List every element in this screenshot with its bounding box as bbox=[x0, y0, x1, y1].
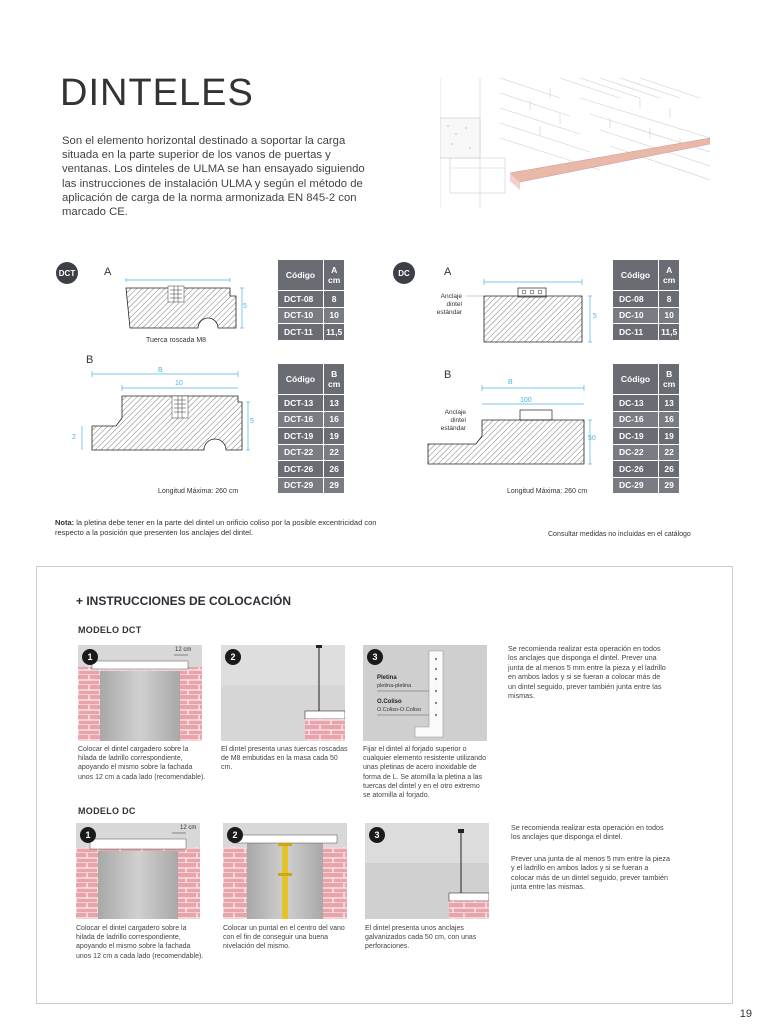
dc-label-a: A bbox=[444, 266, 452, 278]
step-number: 2 bbox=[225, 649, 241, 665]
dct-table-b bbox=[277, 363, 345, 494]
dct-step-1-image bbox=[78, 645, 202, 741]
dct-b-height-label: 5 bbox=[250, 418, 254, 425]
dc-step1-dim: 12 cm bbox=[180, 825, 197, 831]
table-row: DCT-10 10 bbox=[278, 307, 345, 324]
dct-step-2-caption: El dintel presenta unas tuercas roscadas de M8 embutidas en la masa cada 50 cm. bbox=[221, 746, 348, 772]
dc-step-2-caption: Colocar un puntal en el centro del vano con el fin de conseguir una buena nivelación del mismo. bbox=[223, 925, 345, 951]
dct-b-10-label: 10 bbox=[175, 380, 183, 387]
consult-note: Consultar medidas no incluidas en el catálogo bbox=[548, 531, 691, 538]
table-row: DC-10 10 bbox=[613, 307, 680, 324]
table-row: DC-26 26 bbox=[613, 461, 680, 478]
table-header-b: B cm bbox=[324, 364, 345, 395]
table-header-code: Código bbox=[278, 260, 324, 291]
dc-side-note-2: Prever una junta de al menos 5 mm entre la pieza y el ladrillo en ambos lados y si se fueran a colocar más de un dintel seguido, prever también junta entre las mismas. bbox=[511, 854, 671, 892]
note: Nota: la pletina debe tener en la parte del dintel un orificio coliso por la posible excentricidad con respecto a la posición que presenten los anclajes del dintel. bbox=[55, 518, 377, 537]
table-row: DCT-13 13 bbox=[278, 395, 345, 412]
dct-step-3-image bbox=[363, 645, 487, 741]
step-number: 1 bbox=[80, 827, 96, 843]
dct-longitud-label: Longitud Máxima: 260 cm bbox=[158, 488, 239, 495]
table-row: DCT-08 8 bbox=[278, 291, 345, 308]
dct-step-3-caption: Fijar el dintel al forjado superior o cualquier elemento resistente utilizando unas pletinas de acero inoxidable de forma de L. Se atornilla la pletina a las tuercas del dintel y en el otro extremo se atornilla al forjado. bbox=[363, 746, 486, 800]
table-row: DCT-11 11,5 bbox=[278, 324, 345, 341]
step-number: 2 bbox=[227, 827, 243, 843]
dc-a-height-label: 5 bbox=[593, 313, 597, 320]
hero-illustration bbox=[440, 78, 710, 208]
dc-step-3-image bbox=[365, 823, 489, 919]
table-row: DC-11 11,5 bbox=[613, 324, 680, 341]
instructions-heading: + INSTRUCCIONES DE COLOCACIÓN bbox=[76, 594, 292, 608]
dct-side-note: Se recomienda realizar esta operación en todos los anclajes que disponga el dintel. Prever una junta de al menos 5 mm entre la pieza y el ladrillo en ambos lados y si se fueran a colocar más de un dintel seguido, prever también junta entre las mismas. bbox=[508, 644, 666, 701]
dct-a-height-label: 5 bbox=[243, 303, 247, 310]
dc-step-3-caption: El dintel presenta unos anclajes galvanizados cada 50 cm, con unas perforaciones. bbox=[365, 925, 477, 951]
table-row: DC-13 13 bbox=[613, 395, 680, 412]
table-row: DC-16 16 bbox=[613, 411, 680, 428]
table-header-code: Código bbox=[613, 260, 659, 291]
page-title: DINTELES bbox=[60, 72, 254, 114]
table-header-code: Código bbox=[613, 364, 659, 395]
intro-paragraph: Son el elemento horizontal destinado a soportar la carga situada en la parte superior de los vanos de puertas y ventanas. Los dinteles de ULMA se han ensayado siguiendo las instrucciones de instalación ULMA y según el método de aplicación de carga de la norma armonizada EN 845-2 con marcado CE. bbox=[62, 135, 365, 219]
table-row: DCT-22 22 bbox=[278, 444, 345, 461]
table-header-code: Código bbox=[278, 364, 324, 395]
dct-step-2-image bbox=[221, 645, 345, 741]
dct-step-1-caption: Colocar el dintel cargadero sobre la hilada de ladrillo correspondiente, apoyando el mismo sobre la fachada unos 12 cm a cada lado (recomendable). bbox=[78, 746, 206, 781]
modelo-dc-heading: MODELO DC bbox=[78, 806, 136, 816]
step-number: 1 bbox=[82, 649, 98, 665]
pletina-label: Pletina bbox=[377, 675, 397, 681]
dct-badge: DCT bbox=[56, 262, 78, 284]
table-header-a: A cm bbox=[659, 260, 680, 291]
modelo-dct-heading: MODELO DCT bbox=[78, 625, 142, 635]
dc-table-a bbox=[612, 259, 680, 341]
dc-badge: DC bbox=[393, 262, 415, 284]
dc-step-2-image bbox=[223, 823, 347, 919]
table-row: DC-22 22 bbox=[613, 444, 680, 461]
dct-profile-b bbox=[66, 360, 266, 475]
dc-label-b: B bbox=[444, 369, 452, 381]
dct-b-2-label: 2 bbox=[72, 434, 76, 441]
dct-label-b: B bbox=[86, 354, 94, 366]
dct-step1-dim: 12 cm bbox=[175, 647, 192, 653]
page-number: 19 bbox=[739, 1008, 752, 1020]
table-header-a: A cm bbox=[324, 260, 345, 291]
table-row: DCT-29 29 bbox=[278, 477, 345, 494]
dct-label-a: A bbox=[104, 266, 112, 278]
coliso-sub-label: O.Coliso-O.Coliso bbox=[377, 707, 422, 713]
step-number: 3 bbox=[367, 649, 383, 665]
dc-b-50-label: 50 bbox=[588, 435, 596, 442]
dc-longitud-label: Longitud Máxima: 260 cm bbox=[507, 488, 588, 495]
dc-b-100-label: 100 bbox=[520, 397, 532, 404]
dc-side-note-1: Se recomienda realizar esta operación en todos los anclajes que disponga el dintel. bbox=[511, 823, 664, 842]
dc-step-1-caption: Colocar el dintel cargadero sobre la hilada de ladrillo correspondiente, apoyando el mismo sobre la fachada unos 12 cm a cada lado (recomendable). bbox=[76, 925, 204, 960]
dc-profile-b bbox=[420, 380, 600, 495]
dc-anclaje-b-label: Anclaje dintel estándar bbox=[440, 409, 466, 432]
dct-b-width-label: B bbox=[158, 367, 163, 374]
table-row: DC-29 29 bbox=[613, 477, 680, 494]
dc-step-1-image bbox=[76, 823, 200, 919]
dc-b-width-label: B bbox=[508, 379, 513, 386]
table-row: DCT-19 19 bbox=[278, 428, 345, 445]
step-number: 3 bbox=[369, 827, 385, 843]
table-row: DCT-16 16 bbox=[278, 411, 345, 428]
table-row: DC-19 19 bbox=[613, 428, 680, 445]
dc-table-b bbox=[612, 363, 680, 494]
dc-anclaje-a-label: Anclaje dintel estándar bbox=[436, 293, 462, 316]
coliso-label: O.Coliso bbox=[377, 699, 402, 705]
dct-tuerca-label: Tuerca roscada M8 bbox=[146, 337, 207, 344]
pletina-sub-label: pletina-pletina bbox=[377, 683, 412, 689]
table-row: DC-08 8 bbox=[613, 291, 680, 308]
table-row: DCT-26 26 bbox=[278, 461, 345, 478]
dct-table-a bbox=[277, 259, 345, 341]
table-header-b: B cm bbox=[659, 364, 680, 395]
